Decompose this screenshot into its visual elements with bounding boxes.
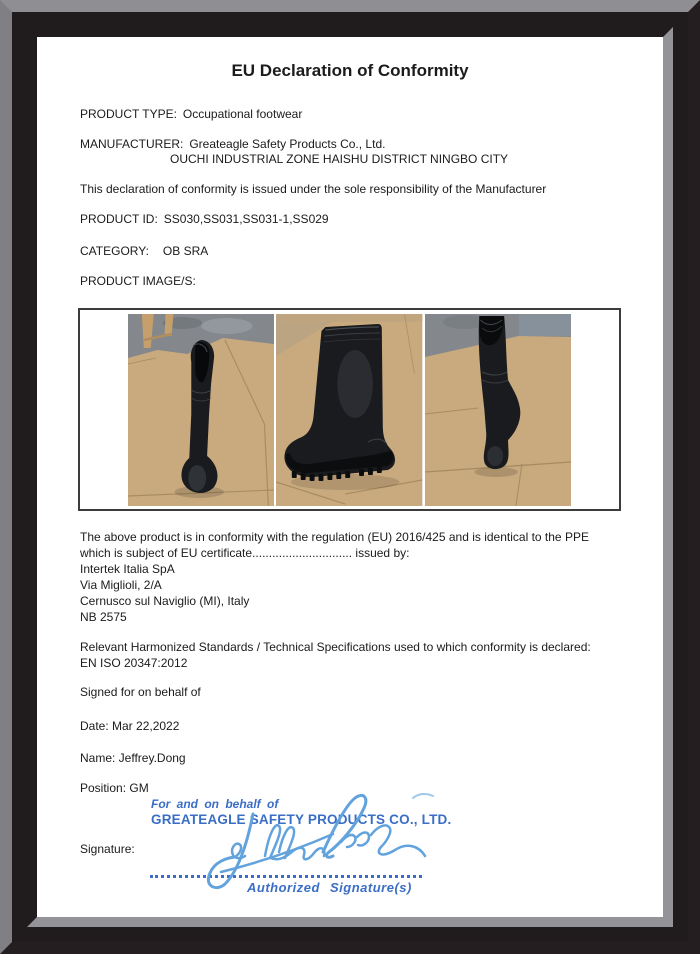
manufacturer-address: OUCHI INDUSTRIAL ZONE HAISHU DISTRICT NINGBO CITY [170,152,509,166]
date-line: Date: Mar 22,2022 [80,719,180,733]
stamp-company-line: GREATEAGLE SAFETY PRODUCTS CO., LTD. [151,812,452,827]
standards-line1: Relevant Harmonized Standards / Technical Specifications used to which conformity is declared: [80,640,591,654]
product-images-label: PRODUCT IMAGE/S: [80,274,196,288]
notified-body-number: NB 2575 [80,610,127,624]
manufacturer-label: MANUFACTURER: [80,137,184,151]
conformity-paragraph [80,529,589,625]
name-line: Name: Jeffrey.Dong [80,751,186,765]
issuer-city: Cernusco sul Naviglio (MI), Italy [80,594,250,608]
product-id-label: PRODUCT ID: [80,212,158,226]
stamp-caption: Authorized Signature(s) [247,880,412,895]
handwritten-signature-icon [175,790,435,895]
product-type-value: Occupational footwear [182,107,303,121]
issuer-name: Intertek Italia SpA [80,562,175,576]
product-id-value: SS030,SS031,SS031-1,SS029 [163,212,329,226]
signed-for-line: Signed for on behalf of [80,685,201,699]
standards-paragraph [80,639,591,671]
document-page [37,37,663,917]
product-photo-boot-front-icon [128,314,274,506]
product-image-box [78,308,621,511]
position-line: Position: GM [80,781,149,795]
category-row [80,244,208,259]
product-type-label: PRODUCT TYPE: [80,107,177,121]
manufacturer-row [80,137,385,152]
standards-line2: EN ISO 20347:2012 [80,656,188,670]
category-value: OB SRA [162,244,209,258]
declaration-statement: This declaration of conformity is issued under the sole responsibility of the Manufacturer [80,182,547,196]
product-photo-boot-back-icon [425,314,571,506]
manufacturer-name: Greateagle Safety Products Co., Ltd. [189,137,386,151]
product-type-row [80,107,302,122]
conformity-line2: which is subject of EU certificate.............................. issued by: [80,546,410,560]
product-id-row [80,212,329,227]
signature-label: Signature: [80,842,135,856]
frame-inner-bevel [27,27,673,927]
stamp-behalf-line: For and on behalf of [151,797,279,811]
product-photo-boot-side-icon [276,314,422,506]
category-label: CATEGORY: [80,244,149,258]
document-title: EU Declaration of Conformity [231,61,469,80]
conformity-line1: The above product is in conformity with the regulation (EU) 2016/425 and is identical to the PPE [80,530,589,544]
issuer-street: Via Miglioli, 2/A [80,578,162,592]
